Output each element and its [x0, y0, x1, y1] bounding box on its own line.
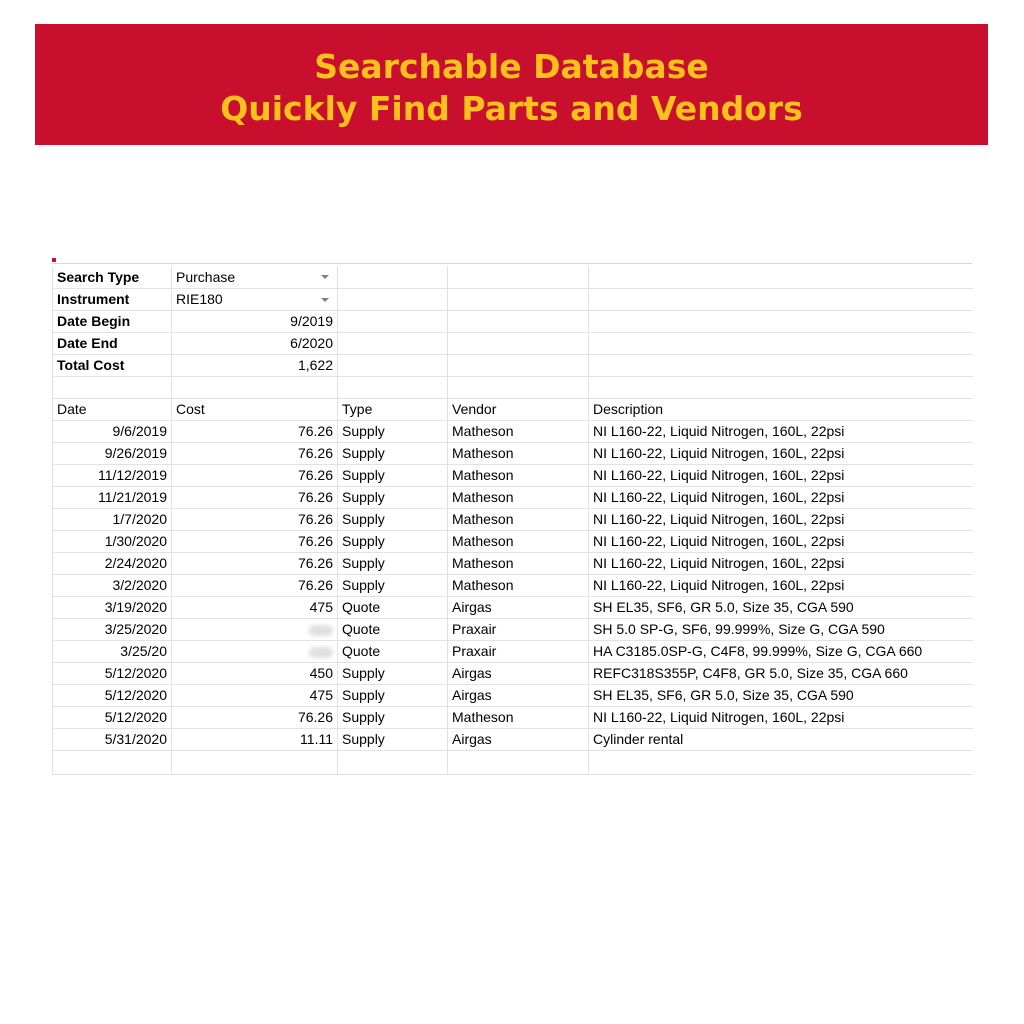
filter-label: Total Cost	[53, 354, 172, 376]
column-header[interactable]: Date	[53, 398, 172, 420]
description-cell[interactable]: NI L160-22, Liquid Nitrogen, 160L, 22psi	[589, 508, 973, 530]
type-cell[interactable]: Supply	[338, 662, 448, 684]
vendor-cell[interactable]: Airgas	[448, 596, 589, 618]
date-cell[interactable]: 5/31/2020	[53, 728, 172, 750]
date-cell[interactable]: 3/2/2020	[53, 574, 172, 596]
table-row	[53, 574, 973, 596]
data-grid	[52, 266, 973, 775]
empty-cell[interactable]	[448, 266, 589, 288]
cost-cell[interactable]: 76.26	[172, 508, 338, 530]
filter-label: Date Begin	[53, 310, 172, 332]
filter-value[interactable]: 6/2020	[172, 332, 338, 354]
empty-cell[interactable]	[589, 354, 973, 376]
description-cell[interactable]: NI L160-22, Liquid Nitrogen, 160L, 22psi	[589, 530, 973, 552]
table-row	[53, 706, 973, 728]
banner-title-line-1: Searchable Database	[314, 47, 709, 86]
description-cell[interactable]: NI L160-22, Liquid Nitrogen, 160L, 22psi	[589, 552, 973, 574]
type-cell[interactable]: Supply	[338, 420, 448, 442]
table-row	[53, 684, 973, 706]
empty-cell[interactable]	[589, 310, 973, 332]
cost-cell[interactable]: 76.26	[172, 486, 338, 508]
redacted-value	[309, 647, 333, 658]
empty-cell[interactable]	[589, 376, 973, 398]
type-cell[interactable]: Supply	[338, 706, 448, 728]
cost-cell[interactable]: 76.26	[172, 530, 338, 552]
type-cell[interactable]: Quote	[338, 640, 448, 662]
description-cell[interactable]: NI L160-22, Liquid Nitrogen, 160L, 22psi	[589, 574, 973, 596]
type-cell[interactable]: Supply	[338, 486, 448, 508]
description-cell[interactable]: Cylinder rental	[589, 728, 973, 750]
cost-cell[interactable]: 76.26	[172, 574, 338, 596]
empty-cell[interactable]	[448, 288, 589, 310]
filter-value[interactable]: 1,622	[172, 354, 338, 376]
table-row	[53, 530, 973, 552]
empty-cell[interactable]	[338, 376, 448, 398]
vendor-cell[interactable]: Airgas	[448, 684, 589, 706]
filter-label: Search Type	[53, 266, 172, 288]
column-header[interactable]: Cost	[172, 398, 338, 420]
type-cell[interactable]: Supply	[338, 464, 448, 486]
date-cell[interactable]: 5/12/2020	[53, 662, 172, 684]
empty-cell[interactable]	[589, 750, 973, 774]
vendor-cell[interactable]: Praxair	[448, 618, 589, 640]
empty-cell[interactable]	[589, 332, 973, 354]
table-row	[53, 618, 973, 640]
cost-cell[interactable]: 76.26	[172, 464, 338, 486]
description-cell[interactable]: NI L160-22, Liquid Nitrogen, 160L, 22psi	[589, 420, 973, 442]
date-cell[interactable]: 5/12/2020	[53, 706, 172, 728]
title-banner	[35, 24, 988, 145]
empty-cell[interactable]	[172, 750, 338, 774]
date-cell[interactable]: 1/30/2020	[53, 530, 172, 552]
empty-cell[interactable]	[172, 376, 338, 398]
cost-cell[interactable]: 76.26	[172, 442, 338, 464]
filter-label: Instrument	[53, 288, 172, 310]
date-cell[interactable]: 3/25/2020	[53, 618, 172, 640]
table-row	[53, 442, 973, 464]
empty-cell[interactable]	[448, 750, 589, 774]
chevron-down-icon[interactable]	[321, 298, 329, 302]
date-cell[interactable]: 3/19/2020	[53, 596, 172, 618]
empty-cell[interactable]	[589, 288, 973, 310]
vendor-cell[interactable]: Matheson	[448, 530, 589, 552]
empty-cell[interactable]	[338, 310, 448, 332]
type-cell[interactable]: Supply	[338, 508, 448, 530]
filter-dropdown[interactable]	[172, 266, 338, 288]
vendor-cell[interactable]: Matheson	[448, 420, 589, 442]
type-cell[interactable]: Supply	[338, 530, 448, 552]
vendor-cell[interactable]: Matheson	[448, 464, 589, 486]
empty-cell[interactable]	[589, 266, 973, 288]
description-cell[interactable]: SH EL35, SF6, GR 5.0, Size 35, CGA 590	[589, 596, 973, 618]
table-row	[53, 728, 973, 750]
description-cell[interactable]: NI L160-22, Liquid Nitrogen, 160L, 22psi	[589, 464, 973, 486]
vendor-cell[interactable]: Matheson	[448, 574, 589, 596]
table-row	[53, 640, 973, 662]
vendor-cell[interactable]: Matheson	[448, 508, 589, 530]
grid-body	[53, 266, 973, 774]
filter-dropdown[interactable]	[172, 288, 338, 310]
banner-title-line-2: Quickly Find Parts and Vendors	[220, 89, 803, 128]
vendor-cell[interactable]: Airgas	[448, 728, 589, 750]
filter-value[interactable]: 9/2019	[172, 310, 338, 332]
empty-cell[interactable]	[448, 332, 589, 354]
filter-row	[53, 354, 973, 376]
cost-cell[interactable]: 11.11	[172, 728, 338, 750]
date-cell[interactable]: 1/7/2020	[53, 508, 172, 530]
cost-cell[interactable]: 76.26	[172, 552, 338, 574]
table-row	[53, 486, 973, 508]
vendor-cell[interactable]: Matheson	[448, 552, 589, 574]
type-cell[interactable]: Supply	[338, 442, 448, 464]
vendor-cell[interactable]: Airgas	[448, 662, 589, 684]
cost-cell[interactable]	[172, 640, 338, 662]
description-cell[interactable]: SH EL35, SF6, GR 5.0, Size 35, CGA 590	[589, 684, 973, 706]
empty-cell[interactable]	[338, 288, 448, 310]
vendor-cell[interactable]: Matheson	[448, 486, 589, 508]
filter-row	[53, 266, 973, 288]
description-cell[interactable]: REFC318S355P, C4F8, GR 5.0, Size 35, CGA 660	[589, 662, 973, 684]
vendor-cell[interactable]: Matheson	[448, 442, 589, 464]
filter-label: Date End	[53, 332, 172, 354]
date-cell[interactable]: 5/12/2020	[53, 684, 172, 706]
cost-cell[interactable]: 450	[172, 662, 338, 684]
trailing-empty-row	[53, 750, 973, 774]
empty-cell[interactable]	[338, 332, 448, 354]
table-header-row	[53, 398, 973, 420]
date-cell[interactable]: 2/24/2020	[53, 552, 172, 574]
cost-cell[interactable]: 475	[172, 684, 338, 706]
empty-cell[interactable]	[448, 376, 589, 398]
column-header[interactable]: Type	[338, 398, 448, 420]
date-cell[interactable]: 11/21/2019	[53, 486, 172, 508]
description-cell[interactable]: HA C3185.0SP-G, C4F8, 99.999%, Size G, CGA 660	[589, 640, 973, 662]
date-cell[interactable]: 9/26/2019	[53, 442, 172, 464]
type-cell[interactable]: Quote	[338, 618, 448, 640]
cost-cell[interactable]: 76.26	[172, 420, 338, 442]
cost-cell[interactable]: 76.26	[172, 706, 338, 728]
filter-row	[53, 310, 973, 332]
chevron-down-icon[interactable]	[321, 275, 329, 279]
type-cell[interactable]: Supply	[338, 684, 448, 706]
cost-cell[interactable]	[172, 618, 338, 640]
vendor-cell[interactable]: Matheson	[448, 706, 589, 728]
filter-dropdown-value: RIE180	[176, 291, 223, 307]
description-cell[interactable]: SH 5.0 SP-G, SF6, 99.999%, Size G, CGA 590	[589, 618, 973, 640]
empty-cell[interactable]	[338, 266, 448, 288]
vendor-cell[interactable]: Praxair	[448, 640, 589, 662]
description-cell[interactable]: NI L160-22, Liquid Nitrogen, 160L, 22psi	[589, 706, 973, 728]
redacted-value	[309, 625, 333, 636]
date-cell[interactable]: 11/12/2019	[53, 464, 172, 486]
empty-cell[interactable]	[338, 354, 448, 376]
table-row	[53, 464, 973, 486]
type-cell[interactable]: Supply	[338, 552, 448, 574]
type-cell[interactable]: Quote	[338, 596, 448, 618]
column-header[interactable]: Vendor	[448, 398, 589, 420]
date-cell[interactable]: 9/6/2019	[53, 420, 172, 442]
filter-dropdown-value: Purchase	[176, 268, 236, 285]
spacer-row	[53, 376, 973, 398]
empty-cell[interactable]	[338, 750, 448, 774]
sheet-corner-marker	[52, 258, 56, 262]
empty-cell[interactable]	[448, 354, 589, 376]
table-row	[53, 596, 973, 618]
cost-cell[interactable]: 475	[172, 596, 338, 618]
empty-cell[interactable]	[448, 310, 589, 332]
table-row	[53, 552, 973, 574]
type-cell[interactable]: Supply	[338, 728, 448, 750]
date-cell[interactable]: 3/25/20	[53, 640, 172, 662]
column-header[interactable]: Description	[589, 398, 973, 420]
table-row	[53, 508, 973, 530]
filter-row	[53, 332, 973, 354]
table-row	[53, 662, 973, 684]
empty-cell[interactable]	[53, 376, 172, 398]
table-row	[53, 420, 973, 442]
filter-row	[53, 288, 973, 310]
description-cell[interactable]: NI L160-22, Liquid Nitrogen, 160L, 22psi	[589, 442, 973, 464]
description-cell[interactable]: NI L160-22, Liquid Nitrogen, 160L, 22psi	[589, 486, 973, 508]
sheet-top-border	[52, 263, 972, 264]
type-cell[interactable]: Supply	[338, 574, 448, 596]
empty-cell[interactable]	[53, 750, 172, 774]
